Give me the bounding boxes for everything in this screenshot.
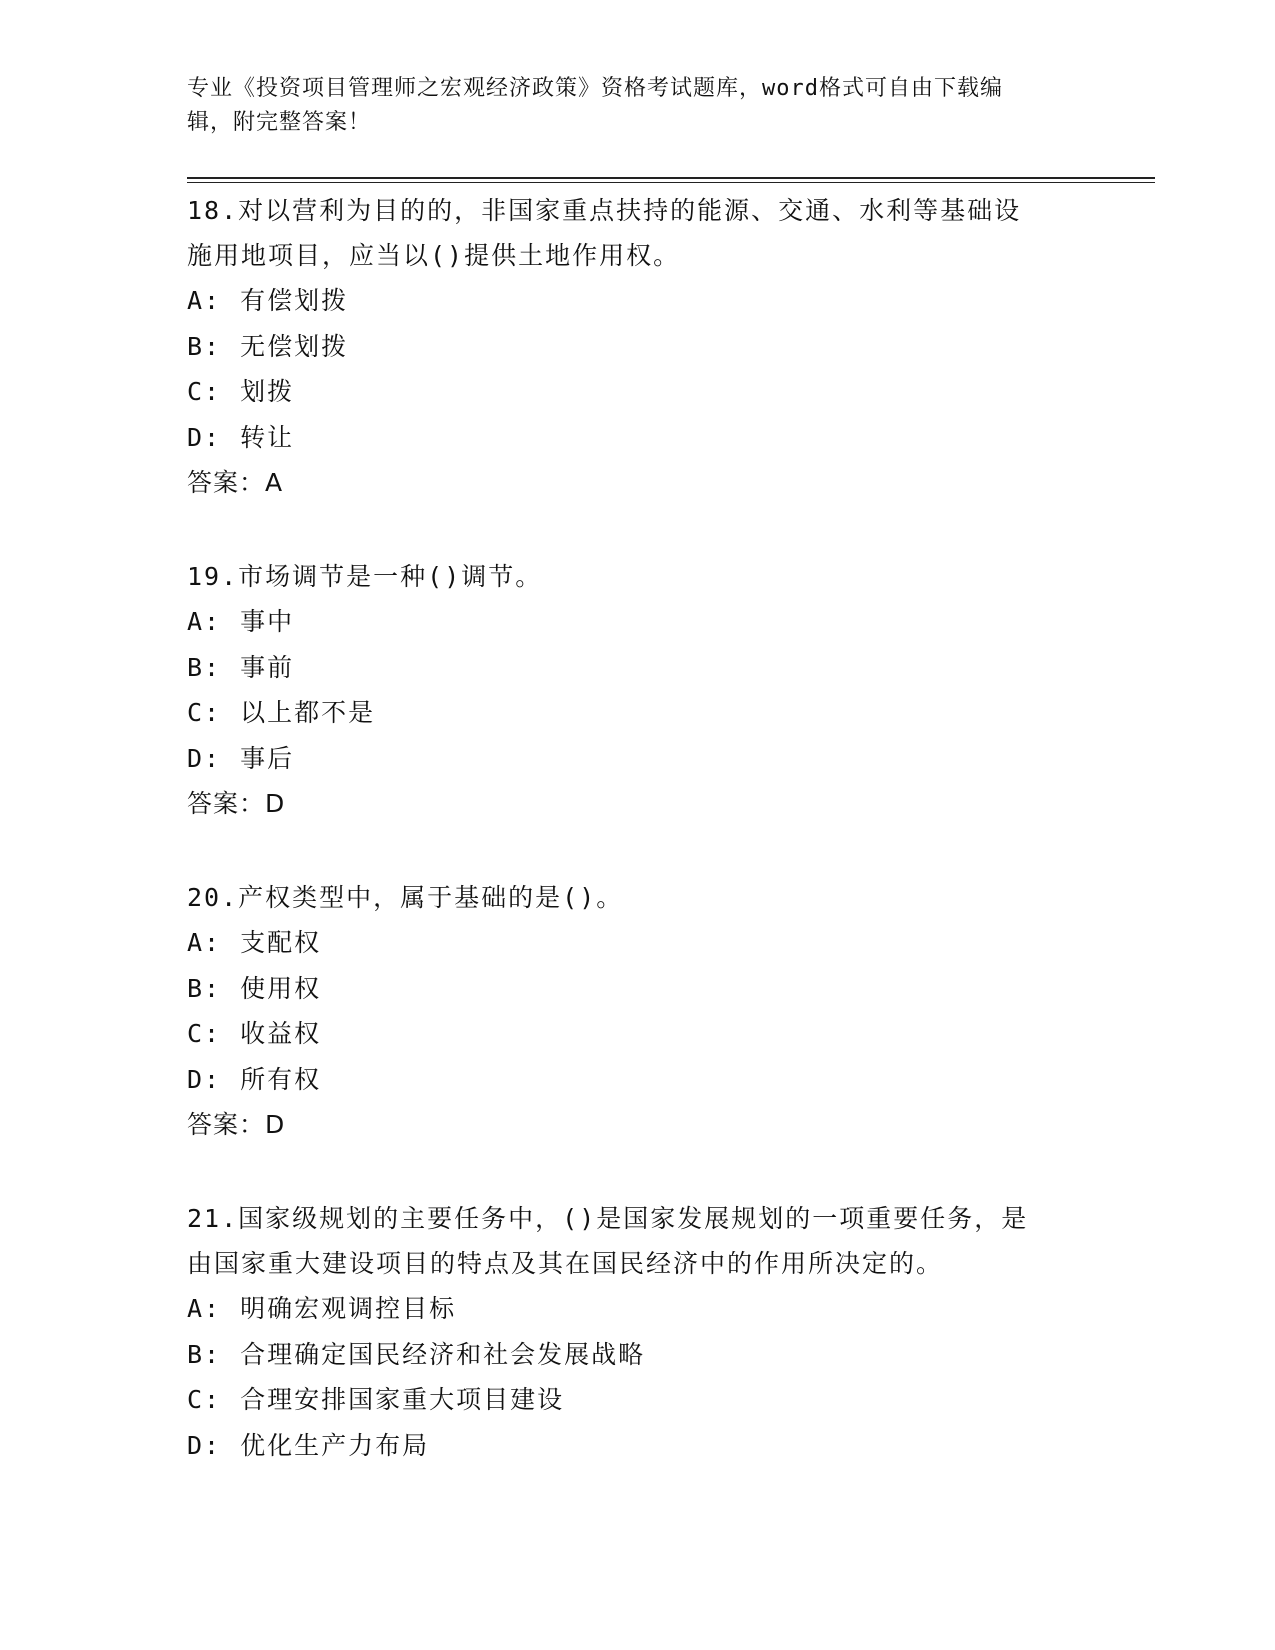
option-label: A: bbox=[187, 1294, 222, 1323]
option-text: 划拨 bbox=[240, 377, 295, 406]
option-label: C: bbox=[187, 1019, 222, 1048]
option-text: 有偿划拨 bbox=[240, 286, 349, 315]
option-d bbox=[187, 1057, 1087, 1103]
option-label: C: bbox=[187, 698, 222, 727]
option-d bbox=[187, 415, 1087, 461]
option-b bbox=[187, 324, 1087, 370]
option-text: 事中 bbox=[240, 607, 295, 636]
option-label: A: bbox=[187, 928, 222, 957]
option-text: 以上都不是 bbox=[240, 698, 376, 727]
answer-line: 答案：D bbox=[187, 789, 286, 818]
question-21 bbox=[187, 1196, 1087, 1468]
question-stem-continued: 施用地项目，应当以()提供土地作用权。 bbox=[187, 241, 681, 270]
option-c bbox=[187, 1377, 1087, 1423]
header-divider-thin bbox=[187, 182, 1155, 183]
option-text: 支配权 bbox=[240, 928, 322, 957]
question-18 bbox=[187, 188, 1087, 506]
option-b bbox=[187, 645, 1087, 691]
option-a bbox=[187, 278, 1087, 324]
answer-line: 答案：A bbox=[187, 468, 284, 497]
option-label: A: bbox=[187, 286, 222, 315]
option-label: C: bbox=[187, 377, 222, 406]
option-label: C: bbox=[187, 1385, 222, 1414]
option-a bbox=[187, 920, 1087, 966]
option-text: 事前 bbox=[240, 652, 295, 682]
question-20 bbox=[187, 875, 1087, 1148]
option-text: 转让 bbox=[240, 422, 295, 452]
option-d bbox=[187, 1423, 1087, 1469]
option-label: D: bbox=[187, 1430, 222, 1460]
question-list bbox=[187, 188, 1087, 1516]
option-text: 合理确定国民经济和社会发展战略 bbox=[240, 1339, 646, 1369]
option-text: 合理安排国家重大项目建设 bbox=[240, 1385, 565, 1414]
option-c bbox=[187, 369, 1087, 415]
document-header bbox=[187, 72, 1067, 140]
option-label: B: bbox=[187, 652, 222, 682]
question-19 bbox=[187, 554, 1087, 827]
question-stem-continued: 由国家重大建设项目的特点及其在国民经济中的作用所决定的。 bbox=[187, 1249, 944, 1278]
question-stem: 21.国家级规划的主要任务中，()是国家发展规划的一项重要任务，是 bbox=[187, 1204, 1029, 1233]
option-c bbox=[187, 690, 1087, 736]
option-b bbox=[187, 966, 1087, 1012]
option-label: D: bbox=[187, 743, 222, 773]
option-d bbox=[187, 736, 1087, 782]
option-text: 优化生产力布局 bbox=[240, 1430, 430, 1460]
option-text: 使用权 bbox=[240, 973, 322, 1003]
option-text: 无偿划拨 bbox=[240, 331, 349, 361]
header-divider-thick bbox=[187, 177, 1155, 179]
option-a bbox=[187, 599, 1087, 645]
option-text: 所有权 bbox=[240, 1064, 322, 1094]
question-stem: 20.产权类型中，属于基础的是()。 bbox=[187, 883, 624, 912]
option-label: A: bbox=[187, 607, 222, 636]
option-text: 明确宏观调控目标 bbox=[240, 1294, 457, 1323]
header-line-1: 专业《投资项目管理师之宏观经济政策》资格考试题库，word格式可自由下载编 bbox=[187, 76, 1003, 101]
option-b bbox=[187, 1332, 1087, 1378]
option-text: 收益权 bbox=[240, 1019, 322, 1048]
option-label: D: bbox=[187, 422, 222, 452]
answer-line: 答案：D bbox=[187, 1110, 286, 1139]
option-label: B: bbox=[187, 331, 222, 361]
option-label: B: bbox=[187, 1339, 222, 1369]
option-label: B: bbox=[187, 973, 222, 1003]
header-line-2: 辑，附完整答案！ bbox=[187, 110, 372, 135]
option-label: D: bbox=[187, 1064, 222, 1094]
option-text: 事后 bbox=[240, 743, 295, 773]
option-c bbox=[187, 1011, 1087, 1057]
question-stem: 19.市场调节是一种()调节。 bbox=[187, 562, 543, 591]
option-a bbox=[187, 1286, 1087, 1332]
question-stem: 18.对以营利为目的的，非国家重点扶持的能源、交通、水利等基础设 bbox=[187, 196, 1022, 225]
